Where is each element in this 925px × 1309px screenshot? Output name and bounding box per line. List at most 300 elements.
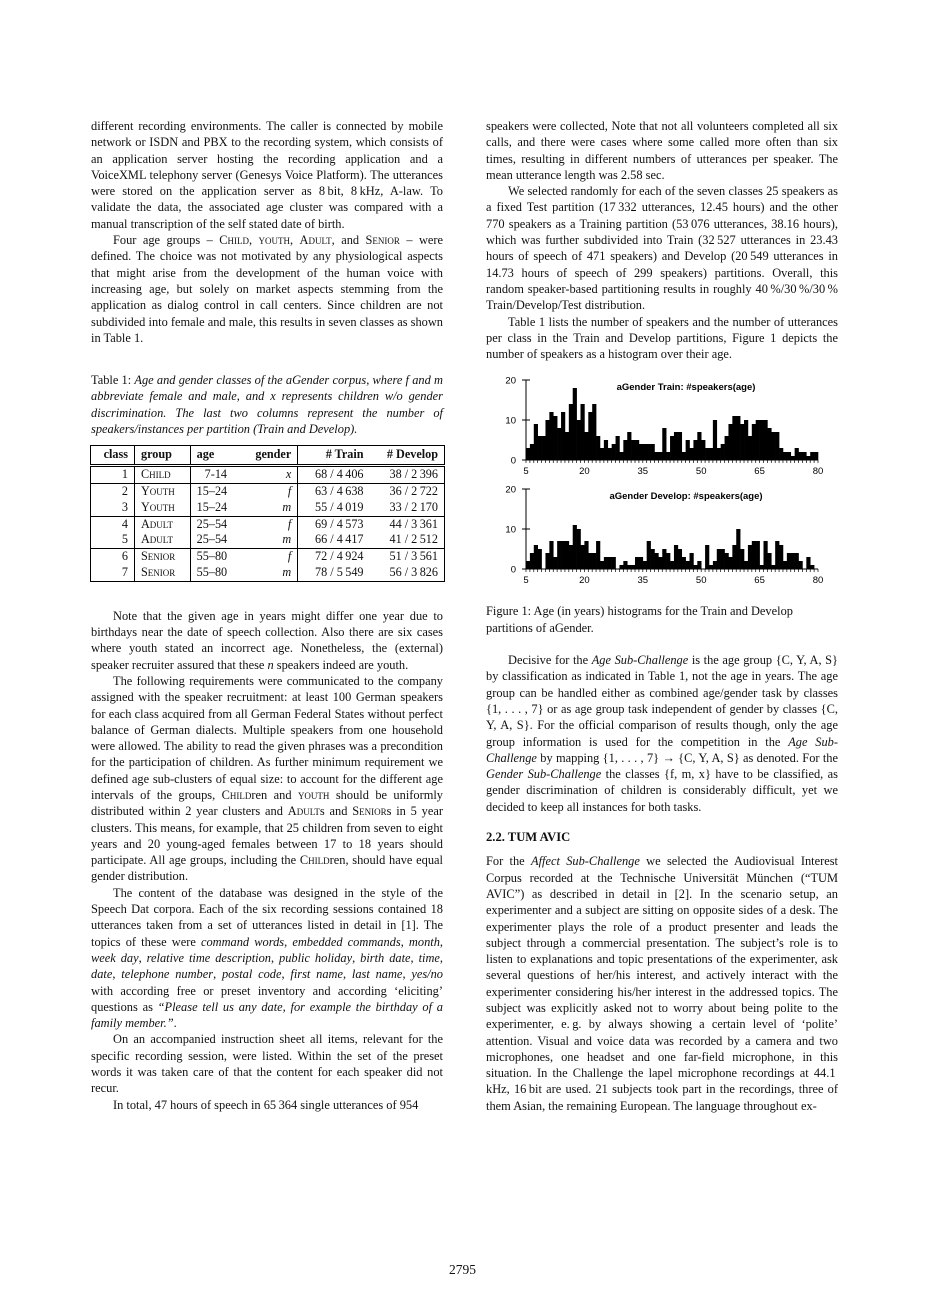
histogram-bar (810, 452, 814, 460)
histogram-bar (526, 561, 530, 569)
histogram-bar (728, 424, 732, 460)
histogram-bar (577, 420, 581, 460)
y-tick-label: 20 (505, 484, 516, 496)
text: ren and (251, 787, 298, 802)
left-column (91, 118, 443, 1113)
cell-group: Youth (135, 483, 191, 499)
text: . (173, 1016, 177, 1031)
cell-age: 25–54 (196, 516, 228, 531)
histogram-bar (588, 412, 592, 460)
histogram-bar (666, 553, 670, 569)
text: The content of the database was designed in the style of the Speech Dat corpora. Each of the six recording sessions contained 18 utterances taken from a set of utterances listed in detail in [1]. The topics of these were (91, 885, 443, 949)
histogram-bar (557, 428, 561, 460)
histogram-bar (600, 561, 604, 569)
histogram-bar (686, 440, 690, 460)
x-tick-label: 65 (754, 466, 765, 478)
term-gender-sub-challenge: Gender Sub-Challenge (486, 767, 602, 782)
paragraph-table-reference: Table 1 lists the number of speakers and the number of utterances per class in the Train and Develop partitions, Figure 1 depicts the number of speakers as a histogram over their age. (486, 314, 838, 362)
table-row (91, 532, 445, 548)
cell-gender: m (241, 500, 298, 516)
histogram-bar (604, 440, 608, 460)
histogram-bar (779, 545, 783, 569)
text: is the age group {C, Y, A, S} by classification as indicated in Table 1, not the age in years. The age group can be handled either as combined age/gender task by classes {1, . . . , 7} or as age group task independent of gender by classes {C, Y, A, S}. For the official comparison of results though, only the age group information is used for the competition in the (486, 653, 838, 749)
cell-age: 55–80 (196, 549, 228, 564)
header-gender: gender (241, 446, 298, 466)
table-row (91, 549, 445, 565)
histogram-bar (787, 452, 791, 460)
separator: , (281, 967, 291, 982)
table-row (91, 466, 445, 484)
histogram-bar (608, 557, 612, 569)
histogram-bar (635, 440, 639, 460)
histogram-bar (569, 545, 573, 569)
cell-age: 25–54 (190, 532, 241, 548)
term-child: Child (221, 787, 252, 802)
cell-age: 15–24 (190, 500, 241, 516)
table-caption-label: Table 1: (91, 373, 135, 388)
paragraph-tum-avic (486, 853, 838, 1114)
cell-gender: x (241, 466, 298, 484)
histogram-bar (693, 440, 697, 460)
text: s in 5 year clusters. This means, for example, that 25 children from seven to eight years and 20 young-aged females between 17 to 18 years should participate. All age groups, including the (91, 804, 443, 868)
x-tick-label: 80 (812, 575, 824, 587)
text: , and (331, 233, 366, 248)
histogram-bar (767, 428, 771, 460)
histogram-bar (717, 549, 721, 569)
table-row (91, 516, 445, 532)
histogram-bar (728, 557, 732, 569)
histogram-bar (806, 456, 810, 460)
header-train: # Train (298, 446, 370, 466)
cell-gender: m (241, 532, 298, 548)
histogram-bar (670, 561, 674, 569)
histogram-bar (725, 436, 729, 460)
header-develop: # Develop (370, 446, 445, 466)
text: we selected the Audiovisual Interest Corpus recorded at the Technische Universität München (“TUM AVIC”) as described in detail in [2]. In the scenario setup, an experimenter and a subject are sitting on opposite sides of a desk. The experimenter plays the role of a product presenter and leads the subject through a commercial presentation. The subject’s role is to listen to explanations and topic presentations of the experimenter, ask several questions of her/his interest, and actively interact with the experimenter considering his/her interest in the addressed topics. The subject was explicitly asked not to worry about being polite to the experimenter, e. g. by always showing a certain level of ‘polite’ attention. Visual and voice data was recorded by a camera and two microphones, one headset and one far-field microphone, in this situation. In the Challenge the lapel microphone recordings at 44.1 kHz, 16 bit are used. 21 subjects took part in the recordings, three of them Asian, the remaining European. The language throughout ex- (486, 854, 838, 1113)
cell-class: 1 (91, 466, 135, 484)
separator: , (410, 950, 419, 965)
histogram-bar (662, 428, 666, 460)
histogram-bar (763, 420, 767, 460)
paragraph-recording-environment: different recording environments. The caller is connected by mobile network or ISDN and PBX to the recording system, which consists of an application server hosting the recording application and a VoiceXML telephony server (Genesys Voice Platform). The utterances were stored on the application server as 8 bit, 8 kHz, A-law. To validate the data, the associated age cluster was compared with a manual transcription of the self stated date of birth. (91, 119, 443, 231)
histogram-bar (581, 404, 585, 460)
term-age-sub-challenge: Age Sub-Challenge (591, 653, 689, 668)
topic-item: date (91, 967, 113, 982)
histogram-bar (623, 561, 627, 569)
table-caption (91, 372, 443, 437)
cell-class: 6 (91, 549, 135, 565)
histogram-bar (553, 557, 557, 569)
histogram-bar (654, 452, 658, 460)
paragraph-age-note (91, 608, 443, 673)
histogram-bar (619, 565, 623, 569)
topic-item: time (418, 950, 440, 965)
histogram-bar (752, 541, 756, 569)
cell-gender: m (241, 565, 298, 581)
table-header-row (91, 446, 445, 466)
histogram-bar (600, 448, 604, 460)
x-tick-label: 65 (754, 575, 765, 587)
header-class: class (91, 446, 135, 466)
histogram-bar (604, 557, 608, 569)
histogram-bar (748, 436, 752, 460)
histogram-bar (592, 404, 596, 460)
table-row (91, 483, 445, 499)
histogram-bar (697, 432, 701, 460)
topic-item: week day (91, 950, 139, 965)
separator: , (270, 950, 280, 965)
histogram-bar (725, 553, 729, 569)
histogram-bar (697, 561, 701, 569)
histogram-bar (678, 432, 682, 460)
cell-develop: 41 / 2 512 (370, 532, 445, 548)
math-n: n (267, 657, 274, 672)
histogram-bar (752, 424, 756, 460)
histogram-bar (526, 448, 530, 460)
histogram-bar (744, 561, 748, 569)
histogram-bar (651, 444, 655, 460)
histogram-bar (538, 436, 542, 460)
chart-title: aGender Develop: #speakers(age) (609, 491, 763, 503)
topic-item: first name (290, 967, 343, 982)
cell-group: Child (135, 466, 191, 484)
histogram-bar (549, 412, 553, 460)
topic-item: month (408, 934, 440, 949)
cell-class: 5 (91, 532, 135, 548)
histogram-bar (573, 388, 577, 460)
histogram-bar (740, 424, 744, 460)
eliciting-quote: “Please tell us any date, for example the birthday of a family member.” (91, 999, 444, 1031)
topic-item: last name (351, 967, 403, 982)
histogram-bar (658, 557, 662, 569)
histogram-bar (542, 436, 546, 460)
text: the classes {f, m, x} have to be classified, as gender discrimination of children is considerably difficult, yet we decided to keep all instances for both tasks. (486, 767, 838, 814)
x-tick-label: 5 (523, 575, 529, 587)
x-tick-label: 20 (579, 466, 590, 478)
separator: , (213, 967, 222, 982)
histogram-bar (643, 561, 647, 569)
header-age: age (190, 446, 241, 466)
cell-develop: 56 / 3 826 (370, 565, 445, 581)
text: For the (486, 854, 531, 869)
histogram-bar (748, 545, 752, 569)
histogram-bar (553, 416, 557, 460)
table-row (91, 565, 445, 581)
term-adult: Adult (287, 804, 320, 819)
histogram-bar (561, 541, 565, 569)
histogram-bar (639, 444, 643, 460)
histogram-bar (775, 541, 779, 569)
x-tick-label: 80 (812, 466, 824, 478)
histogram-bar (740, 549, 744, 569)
section-heading-tum-avic: 2.2. TUM AVIC (486, 830, 571, 845)
cell-class: 7 (91, 565, 135, 581)
histogram-bar (584, 432, 588, 460)
x-tick-label: 20 (579, 575, 590, 587)
histogram-bar (557, 541, 561, 569)
paragraph-database-content (91, 885, 443, 1032)
separator: , (352, 950, 361, 965)
histogram-bar (693, 565, 697, 569)
y-tick-label: 20 (505, 375, 516, 387)
table-caption-text: Age and gender classes of the aGender corpus, where f and m abbreviate female and male, and x represents children w/o gender discrimination. The last two columns represent the number of speakers/instances per partition (Train and Develop). (91, 373, 443, 437)
cell-class: 3 (91, 500, 135, 516)
text: by mapping {1, . . . , 7} → {C, Y, A, S} as denoted. For the (536, 750, 838, 765)
histogram-bar (806, 557, 810, 569)
text: The following requirements were communicated to the company assigned with the speaker recruitment: at least 100 German speakers for each class acquired from all German Federal States without perfect balance of German dialects. Multiple speakers from one household were allowed. The ability to read the given phrases was a precondition for the participation of children. As further minimum requirement we defined age sub-clusters of equal size: to account for the different age intervals of the groups, (91, 673, 443, 802)
cell-group: Youth (135, 500, 191, 516)
term-affect-sub-challenge: Affect Sub-Challenge (531, 854, 640, 869)
cell-gender: f (241, 483, 298, 499)
histogram-bar (713, 561, 717, 569)
term-youth: youth (258, 233, 291, 248)
x-tick-label: 50 (695, 466, 707, 478)
x-tick-label: 5 (523, 466, 529, 478)
histogram-bar (530, 553, 534, 569)
histogram-bar (674, 545, 678, 569)
topic-item: public holiday (279, 950, 353, 965)
y-tick-label: 10 (505, 415, 516, 427)
text: Note that the given age in years might differ one year due to birthdays near the date of speech collection. Also there are six cases where youth stated an incorrect age. Nonetheless, the (external) speaker recruiter assured that these (91, 608, 443, 672)
cell-develop: 33 / 2 170 (370, 500, 445, 516)
histogram-bar (592, 553, 596, 569)
separator: , (342, 967, 352, 982)
histogram-bar (771, 565, 775, 569)
histogram-bar (639, 557, 643, 569)
cell-age: 7-14 (190, 466, 241, 484)
text: s and (319, 804, 353, 819)
histogram-bar (569, 404, 573, 460)
histogram-bar (549, 541, 553, 569)
histogram-bar (732, 416, 736, 460)
histogram-bar (760, 565, 764, 569)
cell-group: Senior (135, 549, 191, 565)
histogram-bar (678, 549, 682, 569)
paragraph-age-groups (91, 232, 443, 346)
paragraph-partitions: We selected randomly for each of the seven classes 25 speakers as a fixed Test partition (17 332 utterances, 12.45 hours) and the other 770 speakers as a Training partition (53 076 utterances, 38.16 hours), which was further subdivided into Train (32 527 utterances in 23.43 hours of speech of 471 speakers) and Develop (20 549 utterances in 14.73 hours of speech of 299 speakers) partitions. Overall, this random speaker-based partitioning results in roughly 40 %/30 %/30 % Train/Develop/Test distribution. (486, 184, 838, 313)
histogram-bar (581, 545, 585, 569)
text: Four age groups – (113, 233, 220, 248)
paragraph-age-subchallenge (486, 652, 838, 815)
x-tick-label: 35 (637, 466, 649, 478)
text: with according free or preset inventory and according ‘eliciting’ questions as (91, 983, 443, 1014)
topic-item: telephone number (121, 967, 214, 982)
topic-item: relative time description (146, 950, 271, 965)
cell-train: 68 / 4 406 (298, 466, 370, 484)
topic-item: command words (200, 934, 285, 949)
histogram-bar (670, 436, 674, 460)
histogram-bar (690, 553, 694, 569)
histogram-bar (635, 557, 639, 569)
histogram-bar (767, 553, 771, 569)
separator: , (439, 950, 444, 965)
histogram-bar (795, 553, 799, 569)
histogram-bar (744, 420, 748, 460)
histogram-bar (530, 444, 534, 460)
paragraph-requirements (91, 673, 443, 885)
cell-gender: f (241, 549, 298, 565)
histogram-bar (534, 545, 538, 569)
text: Decisive for the (508, 653, 592, 668)
histogram-bar (760, 420, 764, 460)
table-row (91, 500, 445, 516)
histogram-bar (783, 561, 787, 569)
histogram-bar (783, 452, 787, 460)
cell-train: 63 / 4 638 (315, 483, 364, 498)
text: speakers indeed are youth. (273, 657, 409, 672)
histogram-bar (721, 444, 725, 460)
histogram-bar (791, 456, 795, 460)
histogram-bar (545, 420, 549, 460)
term-youth: youth (297, 787, 330, 802)
y-tick-label: 0 (510, 455, 516, 467)
histogram-bar (721, 549, 725, 569)
separator: , (400, 934, 409, 949)
y-tick-label: 10 (505, 524, 516, 536)
cell-group: Adult (135, 532, 191, 548)
text: should be uniformly distributed within 2 year clusters and (91, 787, 443, 819)
histogram-bar (616, 436, 620, 460)
topic-item: birth date (360, 950, 411, 965)
paragraph-instruction-sheet: On an accompanied instruction sheet all items, relevant for the specific recording session, were listed. Within the set of the preset words it was taken care of that the content for each speaker did not recur. (91, 1032, 443, 1096)
histogram-bar (713, 420, 717, 460)
histogram-bar (565, 541, 569, 569)
histogram-bar (736, 529, 740, 569)
histogram-bar (584, 541, 588, 569)
histogram-bar (795, 448, 799, 460)
separator: , (138, 950, 147, 965)
histogram-bar (682, 452, 686, 460)
histogram-bar (799, 452, 803, 460)
histogram-bar (631, 440, 635, 460)
cell-train: 72 / 4 924 (315, 549, 364, 564)
histogram-bar (612, 444, 616, 460)
figure-age-histograms (486, 374, 838, 589)
histogram-bar (810, 565, 814, 569)
histogram-bar (802, 452, 806, 460)
cell-train: 78 / 5 549 (298, 565, 370, 581)
histogram-bar (651, 549, 655, 569)
histogram-bar (787, 553, 791, 569)
histogram-bar (577, 529, 581, 569)
histogram-bar (619, 452, 623, 460)
histogram-bar (799, 561, 803, 569)
histogram-bar (623, 440, 627, 460)
table-age-gender-classes (90, 445, 445, 581)
topic-item: embedded commands (292, 934, 401, 949)
histogram-bar (709, 565, 713, 569)
histogram-bar (686, 561, 690, 569)
cell-gender: f (241, 516, 298, 532)
header-group: group (135, 446, 191, 466)
histogram-bar (756, 420, 760, 460)
histogram-bar (565, 432, 569, 460)
cell-class: 2 (91, 483, 135, 499)
term-child: Child (219, 233, 249, 248)
separator: , (402, 967, 412, 982)
cell-train: 69 / 4 573 (315, 516, 364, 531)
histograms-svg (486, 374, 838, 594)
right-column (486, 118, 838, 1114)
histogram-bar (763, 541, 767, 569)
separator: , (284, 934, 293, 949)
term-senior: Senior (365, 233, 400, 248)
text: , (248, 233, 259, 248)
term-adult: Adult (299, 233, 332, 248)
cell-class: 4 (91, 516, 135, 532)
separator: , (439, 934, 444, 949)
y-tick-label: 0 (510, 564, 516, 576)
histogram-bar (545, 553, 549, 569)
histogram-bar (662, 549, 666, 569)
histogram-bar (690, 448, 694, 460)
text: , (290, 233, 300, 248)
cell-train: 55 / 4 019 (298, 500, 370, 516)
histogram-bar (627, 432, 631, 460)
histogram-bar (709, 448, 713, 460)
histogram-bar (612, 557, 616, 569)
cell-develop: 36 / 2 722 (389, 483, 438, 498)
histogram-bar (717, 448, 721, 460)
histogram-bar (701, 440, 705, 460)
paragraph-speakers-collected: speakers were collected, Note that not all volunteers completed all six calls, and there were cases where some called more often than six times, resulting in different numbers of utterances per speaker. The mean utterance length was 2.58 sec. (486, 119, 838, 182)
histogram-bar (596, 541, 600, 569)
cell-age: 55–80 (190, 565, 241, 581)
histogram-bar (705, 448, 709, 460)
histogram-bar (631, 565, 635, 569)
term-age-sub-challenge: Age Sub-Challenge (486, 734, 839, 765)
histogram-bar (608, 448, 612, 460)
cell-develop: 44 / 3 361 (389, 516, 438, 531)
histogram-bar (643, 444, 647, 460)
histogram-bar (596, 436, 600, 460)
histogram-bar (779, 448, 783, 460)
cell-group: Adult (135, 516, 191, 532)
histogram-bar (775, 432, 779, 460)
histogram-bar (573, 525, 577, 569)
term-child: Child (299, 853, 330, 868)
topic-item: postal code (221, 967, 282, 982)
term-senior: Senior (352, 804, 387, 819)
page-number: 2795 (449, 1262, 476, 1277)
histogram-bar (814, 452, 818, 460)
histogram-bar (682, 557, 686, 569)
x-tick-label: 50 (695, 575, 707, 587)
histogram-bar (658, 452, 662, 460)
chart-title: aGender Train: #speakers(age) (616, 382, 756, 394)
histogram-bar (705, 545, 709, 569)
histogram-bar (736, 416, 740, 460)
histogram-bar (674, 432, 678, 460)
paragraph-total: In total, 47 hours of speech in 65 364 single utterances of 954 (113, 1097, 419, 1112)
text: – were defined. The choice was not motivated by any physiological aspects that might arise from the development of the human voice with increasing age, but solely on market aspects stemming from the application as dialog control in call centers. Since children are not subdivided into female and male, this results in seven classes as shown in Table 1. (91, 233, 444, 345)
histogram-bar (756, 541, 760, 569)
x-tick-label: 35 (637, 575, 649, 587)
separator: , (112, 967, 122, 982)
histogram-bar (647, 444, 651, 460)
histogram-bar (538, 549, 542, 569)
figure-caption: Figure 1: Age (in years) histograms for the Train and Develop partitions of aGender. (486, 604, 793, 635)
cell-age: 15–24 (196, 483, 228, 498)
histogram-bar (771, 432, 775, 460)
histogram-bar (654, 553, 658, 569)
cell-develop: 38 / 2 396 (370, 466, 445, 484)
cell-train: 66 / 4 417 (298, 532, 370, 548)
histogram-bar (791, 553, 795, 569)
histogram-bar (588, 553, 592, 569)
histogram-bar (534, 424, 538, 460)
histogram-bar (561, 412, 565, 460)
